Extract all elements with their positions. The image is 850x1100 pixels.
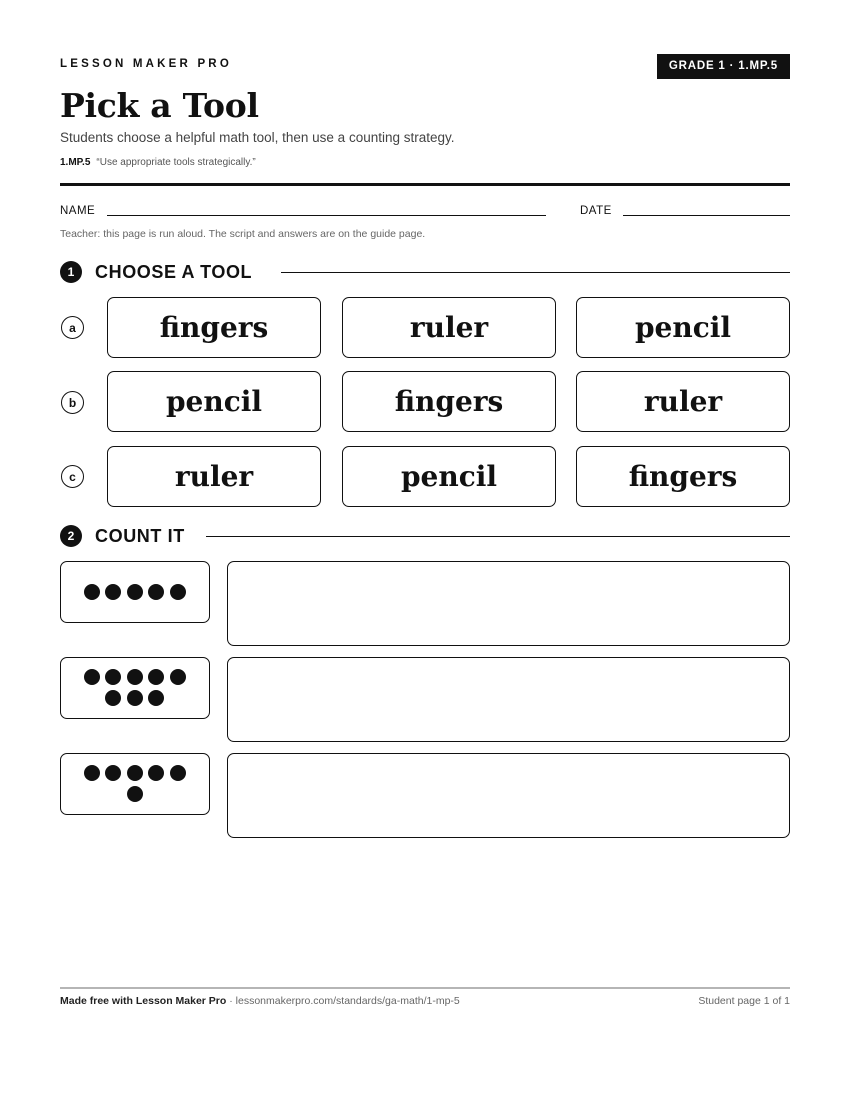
tool-option[interactable]: fingers (576, 446, 790, 507)
section-divider (281, 272, 790, 273)
section-choose-a-tool-heading (60, 261, 252, 283)
counting-dot (127, 690, 143, 706)
row-letter-c: c (61, 465, 84, 488)
footer-credit (60, 995, 460, 1007)
standard-quote: “Use appropriate tools strategically.” (96, 157, 256, 168)
name-field[interactable] (107, 215, 546, 216)
footer-url[interactable]: lessonmakerpro.com/standards/ga-math/1-mp-5 (235, 995, 460, 1007)
dot-card (60, 753, 210, 815)
counting-dot (170, 765, 186, 781)
counting-dot (170, 584, 186, 600)
row-letter-a: a (61, 316, 84, 339)
section-title: CHOOSE A TOOL (95, 261, 253, 282)
tool-option[interactable]: ruler (342, 297, 556, 358)
name-label: NAME (60, 205, 96, 217)
counting-dot (148, 690, 164, 706)
counting-dot (105, 584, 121, 600)
tool-option[interactable]: fingers (107, 297, 321, 358)
counting-dot (105, 669, 121, 685)
footer-made-with: Made free with Lesson Maker Pro (60, 995, 227, 1007)
tool-option[interactable]: pencil (576, 297, 790, 358)
standard-line (60, 157, 256, 168)
counting-dot (127, 584, 143, 600)
date-label: DATE (580, 205, 612, 217)
footer-divider (60, 987, 790, 989)
section-title: COUNT IT (95, 525, 185, 546)
section-count-it-heading (60, 525, 185, 547)
counting-dot (127, 786, 143, 802)
counting-dot (127, 669, 143, 685)
section-divider (206, 536, 790, 537)
counting-dot (84, 584, 100, 600)
date-field[interactable] (623, 215, 790, 216)
counting-dot (105, 765, 121, 781)
page-subtitle: Students choose a helpful math tool, then use a counting strategy. (60, 130, 455, 145)
tool-option[interactable]: ruler (576, 371, 790, 432)
counting-dot (127, 765, 143, 781)
tool-option[interactable]: pencil (342, 446, 556, 507)
counting-dot (84, 765, 100, 781)
section-number: 1 (60, 261, 82, 283)
tool-option[interactable]: fingers (342, 371, 556, 432)
section-number: 2 (60, 525, 82, 547)
counting-dot (170, 669, 186, 685)
tool-option[interactable]: ruler (107, 446, 321, 507)
answer-box[interactable] (227, 657, 790, 742)
answer-box[interactable] (227, 753, 790, 838)
page-title: Pick a Tool (60, 86, 259, 125)
header-divider (60, 183, 790, 186)
counting-dot (148, 765, 164, 781)
tool-option[interactable]: pencil (107, 371, 321, 432)
answer-box[interactable] (227, 561, 790, 646)
brand-name: LESSON MAKER PRO (60, 58, 232, 70)
dot-card (60, 561, 210, 623)
counting-dot (84, 669, 100, 685)
footer-page-info: Student page 1 of 1 (698, 995, 790, 1007)
footer-separator: · (226, 995, 236, 1007)
grade-badge: GRADE 1 · 1.MP.5 (657, 54, 790, 79)
row-letter-b: b (61, 391, 84, 414)
teacher-note: Teacher: this page is run aloud. The script and answers are on the guide page. (60, 228, 426, 240)
dot-card (60, 657, 210, 719)
standard-code: 1.MP.5 (60, 157, 91, 168)
counting-dot (148, 669, 164, 685)
counting-dot (148, 584, 164, 600)
counting-dot (105, 690, 121, 706)
